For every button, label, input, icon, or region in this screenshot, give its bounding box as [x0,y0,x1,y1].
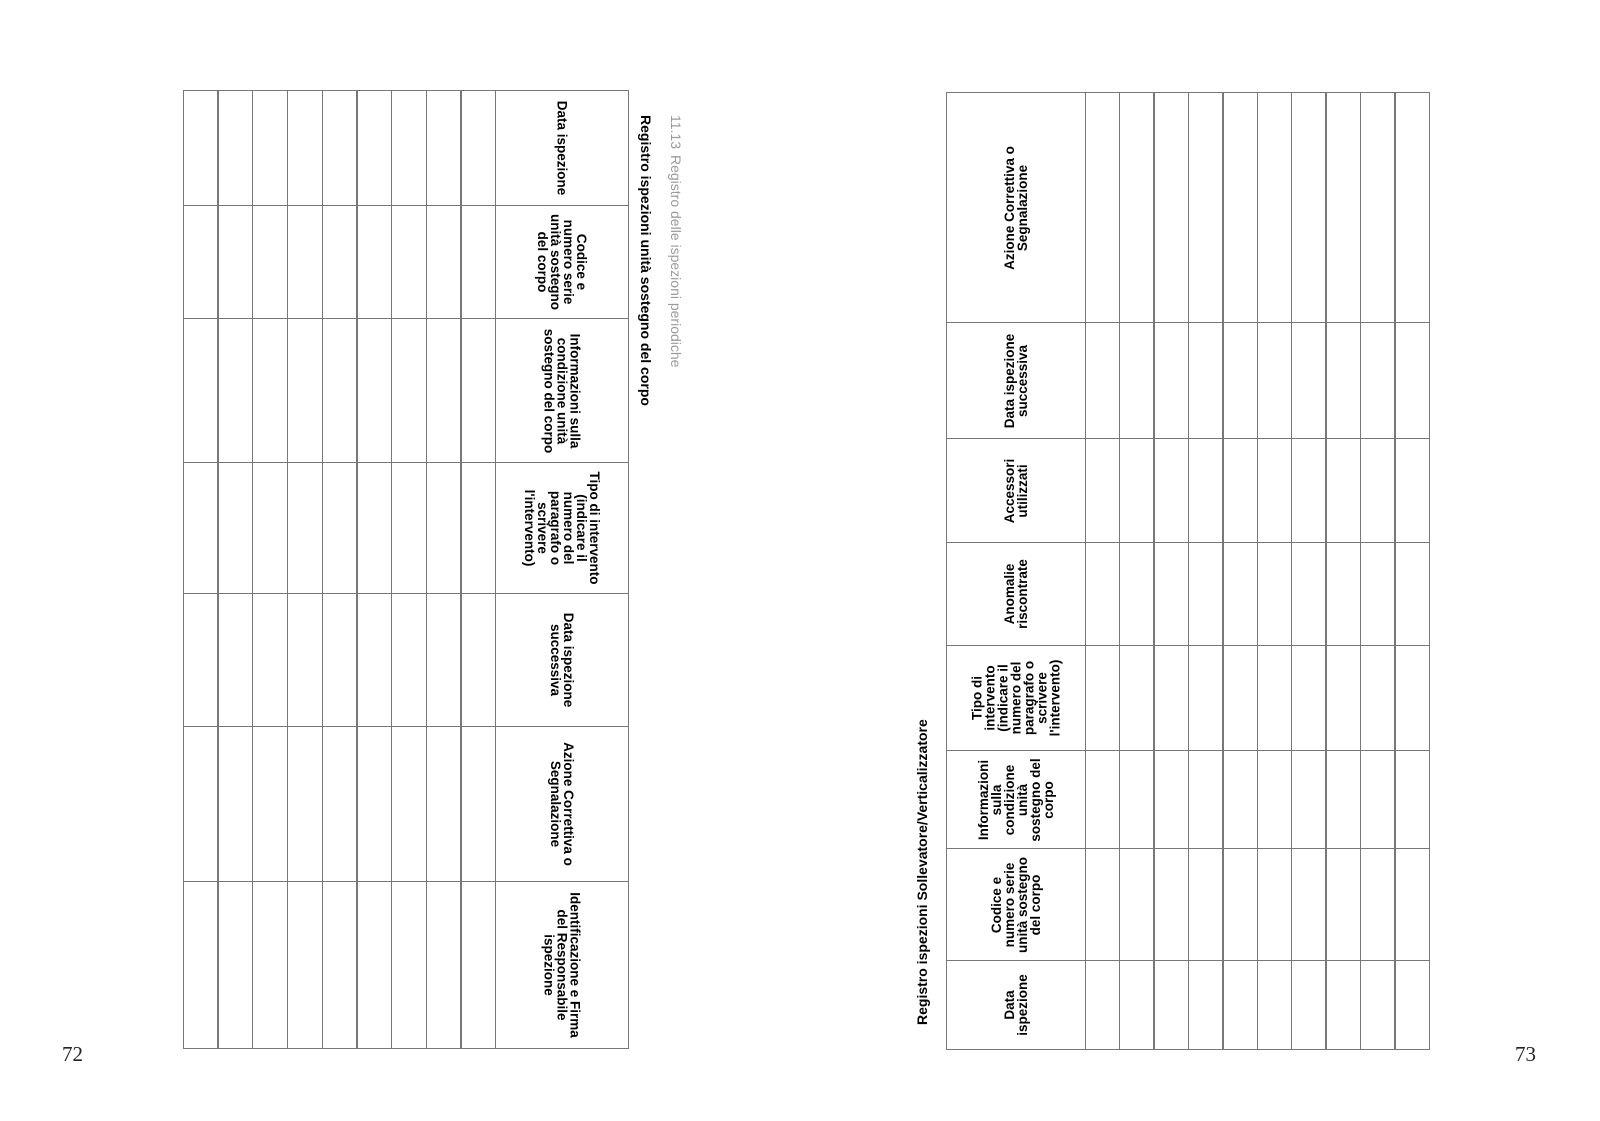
right-table-empty-cell[interactable] [1257,542,1292,646]
right-table-header-label: Accessori utilizzati [1002,458,1030,523]
right-table-empty-cell[interactable] [1395,848,1430,961]
right-table-empty-cell[interactable] [1257,322,1292,439]
left-table-header-label: Informazioni sulla condizione unità sostegno del corpo [541,328,583,453]
right-table-empty-cell[interactable] [1395,542,1430,646]
left-table-empty-cell[interactable] [391,593,427,727]
left-table-header-cell [495,593,629,727]
left-table-empty-cell[interactable] [356,90,392,206]
page-number-left: 72 [62,1042,83,1066]
left-table-empty-cell[interactable] [217,881,253,1049]
left-table-header-label: Identificazione e Firma del Responsabile ispezione [541,892,583,1038]
right-table-empty-cell[interactable] [1257,438,1292,543]
left-table-empty-cell[interactable] [460,90,496,206]
right-table-empty-cell[interactable] [1257,92,1292,323]
right-table-header-cell [946,322,1086,439]
left-table-empty-cell[interactable] [183,593,219,727]
right-table-empty-cell[interactable] [1085,438,1120,543]
left-table-header-label: Data ispezione [554,100,570,196]
right-table-empty-cell[interactable] [1085,848,1120,961]
right-table-header-cell [946,750,1086,849]
left-table-empty-cell[interactable] [217,726,253,882]
right-table-empty-cell[interactable] [1395,750,1430,849]
right-table-empty-cell[interactable] [1326,438,1361,543]
left-table-empty-cell[interactable] [391,90,427,206]
right-table-empty-cell[interactable] [1291,750,1326,849]
left-table-empty-cell[interactable] [356,205,392,319]
left-table-header-label: Tipo di intervento (indicare il numero del paragrafo o scrivere l'intervento) [522,471,602,585]
right-table-empty-cell[interactable] [1360,750,1395,849]
right-table-empty-cell[interactable] [1154,960,1189,1050]
left-table-header-label: Azione Correttiva o Segnalazione [548,742,576,866]
left-table-empty-cell[interactable] [217,593,253,727]
right-table-empty-cell[interactable] [1119,645,1154,751]
right-table-empty-cell[interactable] [1154,750,1189,849]
right-table-empty-cell[interactable] [1326,542,1361,646]
left-table-empty-cell[interactable] [183,881,219,1049]
left-table-empty-cell[interactable] [391,205,427,319]
right-table-empty-cell[interactable] [1085,750,1120,849]
left-table-empty-cell[interactable] [426,881,462,1049]
left-page-heading [631,115,687,435]
left-table-empty-cell[interactable] [322,318,358,463]
right-table-empty-cell[interactable] [1360,542,1395,646]
right-table-empty-cell[interactable] [1188,848,1223,961]
right-table-empty-cell[interactable] [1291,322,1326,439]
right-table-empty-cell[interactable] [1085,960,1120,1050]
right-table-empty-cell[interactable] [1119,92,1154,323]
left-table-empty-cell[interactable] [322,726,358,882]
right-table-empty-cell[interactable] [1360,960,1395,1050]
left-table-empty-cell[interactable] [322,881,358,1049]
left-table-empty-cell[interactable] [426,318,462,463]
left-table-empty-cell[interactable] [426,462,462,594]
right-table-empty-cell[interactable] [1395,92,1430,323]
left-table-empty-cell[interactable] [322,205,358,319]
left-table-empty-cell[interactable] [183,318,219,463]
left-table-empty-cell[interactable] [287,593,323,727]
left-table-empty-cell[interactable] [460,881,496,1049]
right-table-empty-cell[interactable] [1154,92,1189,323]
left-table-empty-cell[interactable] [287,881,323,1049]
left-table-header-cell [495,726,629,882]
left-table-empty-cell[interactable] [322,593,358,727]
left-table-empty-cell[interactable] [460,462,496,594]
right-table-empty-cell[interactable] [1223,92,1258,323]
left-table-empty-cell[interactable] [391,881,427,1049]
right-table-empty-cell[interactable] [1326,960,1361,1050]
left-table-empty-cell[interactable] [460,318,496,463]
left-page-heading-rotated [633,115,687,435]
left-table-empty-cell[interactable] [287,318,323,463]
right-table-empty-cell[interactable] [1119,542,1154,646]
left-table-empty-cell[interactable] [356,726,392,882]
right-table-empty-cell[interactable] [1154,322,1189,439]
page-number-right: 73 [1515,1042,1536,1066]
right-table-empty-cell[interactable] [1119,750,1154,849]
left-table-empty-cell[interactable] [356,318,392,463]
right-table-header-cell [946,848,1086,961]
left-table-empty-cell[interactable] [391,726,427,882]
left-table-empty-cell[interactable] [460,205,496,319]
right-table-empty-cell[interactable] [1188,322,1223,439]
right-table-empty-cell[interactable] [1223,438,1258,543]
right-table-empty-cell[interactable] [1291,438,1326,543]
right-table-empty-cell[interactable] [1395,645,1430,751]
right-table-empty-cell[interactable] [1291,960,1326,1050]
right-table-empty-cell[interactable] [1223,960,1258,1050]
right-table-empty-cell[interactable] [1360,322,1395,439]
left-table-empty-cell[interactable] [183,726,219,882]
left-table-empty-cell[interactable] [183,205,219,319]
right-table-header-cell [946,542,1086,646]
left-table-empty-cell[interactable] [426,90,462,206]
left-register-title: Registro ispezioni unità sostegno del corpo [638,115,654,406]
right-table-empty-cell[interactable] [1257,960,1292,1050]
right-table-empty-cell[interactable] [1154,645,1189,751]
right-inspection-table [946,92,1430,1049]
right-table-empty-cell[interactable] [1326,750,1361,849]
left-table-empty-cell[interactable] [460,593,496,727]
left-table-empty-cell[interactable] [287,205,323,319]
right-table-header-label: Data ispezione [1002,974,1030,1036]
right-table-empty-cell[interactable] [1360,645,1395,751]
right-table-header-label: Codice e numero serie unità sostegno del corpo [989,856,1043,953]
right-table-header-label: Tipo di intervento (indicare il numero del paragrafo o scrivere l'intervento) [969,659,1063,737]
left-table-empty-cell[interactable] [183,90,219,206]
left-table-empty-cell[interactable] [287,90,323,206]
right-table-header-label: Data ispezione successiva [1002,333,1030,428]
left-table-empty-cell[interactable] [426,726,462,882]
left-table-empty-cell[interactable] [217,462,253,594]
right-table-empty-cell[interactable] [1257,645,1292,751]
right-table-empty-cell[interactable] [1326,645,1361,751]
left-table-empty-cell[interactable] [252,593,288,727]
right-table-empty-cell[interactable] [1291,92,1326,323]
left-table-empty-cell[interactable] [252,90,288,206]
right-table-empty-cell[interactable] [1223,542,1258,646]
left-table-empty-cell[interactable] [252,318,288,463]
right-table-header-label: Azione Correttiva o Segnalazione [1002,145,1030,270]
left-table-empty-cell[interactable] [322,90,358,206]
right-table-empty-cell[interactable] [1291,542,1326,646]
right-table-empty-cell[interactable] [1360,92,1395,323]
left-table-empty-cell[interactable] [460,726,496,882]
right-table-empty-cell[interactable] [1395,438,1430,543]
right-table-empty-cell[interactable] [1223,645,1258,751]
right-table-empty-cell[interactable] [1119,438,1154,543]
right-table-empty-cell[interactable] [1154,438,1189,543]
right-table-empty-cell[interactable] [1326,848,1361,961]
right-table-header-label: Anomalie riscontrate [1002,559,1030,629]
right-table-empty-cell[interactable] [1326,92,1361,323]
right-table-empty-cell[interactable] [1154,542,1189,646]
left-table-empty-cell[interactable] [356,881,392,1049]
left-table-header-cell [495,881,629,1049]
left-table-header-cell [495,462,629,594]
right-table-empty-cell[interactable] [1119,960,1154,1050]
left-table-empty-cell[interactable] [252,462,288,594]
left-table-empty-cell[interactable] [356,593,392,727]
left-table-header-cell [495,318,629,463]
right-table-empty-cell[interactable] [1395,322,1430,439]
right-table-empty-cell[interactable] [1395,960,1430,1050]
left-table-header-label: Codice e numero serie unità sostegno del corpo [535,213,589,310]
left-table-empty-cell[interactable] [322,462,358,594]
right-table-empty-cell[interactable] [1085,92,1120,323]
left-table-header-label: Data ispezione successiva [548,612,576,708]
right-table-header-cell [946,960,1086,1050]
right-table-empty-cell[interactable] [1291,848,1326,961]
right-table-empty-cell[interactable] [1085,542,1120,646]
right-table-empty-cell[interactable] [1085,645,1120,751]
section-title: Registro delle ispezioni periodiche [668,155,684,368]
left-table-empty-cell[interactable] [217,205,253,319]
right-table-header-label: Informazioni sulla condizione unità sostegno del corpo [976,757,1056,842]
left-table-empty-cell[interactable] [287,726,323,882]
right-table-empty-cell[interactable] [1188,750,1223,849]
right-table-empty-cell[interactable] [1326,322,1361,439]
right-table-empty-cell[interactable] [1360,438,1395,543]
left-table-empty-cell[interactable] [252,726,288,882]
left-table-empty-cell[interactable] [426,593,462,727]
right-table-empty-cell[interactable] [1188,960,1223,1050]
left-table-empty-cell[interactable] [287,462,323,594]
right-table-empty-cell[interactable] [1223,848,1258,961]
section-number: 11.13 [668,115,684,149]
right-table-header-cell [946,645,1086,751]
left-table-empty-cell[interactable] [252,205,288,319]
left-table-empty-cell[interactable] [356,462,392,594]
right-table-header-cell [946,438,1086,543]
left-table-header-cell [495,205,629,319]
left-table-empty-cell[interactable] [426,205,462,319]
left-table-empty-cell[interactable] [391,462,427,594]
right-table-empty-cell[interactable] [1257,848,1292,961]
left-table-empty-cell[interactable] [183,462,219,594]
left-table-empty-cell[interactable] [391,318,427,463]
right-table-empty-cell[interactable] [1119,848,1154,961]
left-table-empty-cell[interactable] [217,318,253,463]
right-table-empty-cell[interactable] [1223,322,1258,439]
right-table-empty-cell[interactable] [1291,645,1326,751]
right-table-empty-cell[interactable] [1188,542,1223,646]
left-table-empty-cell[interactable] [252,881,288,1049]
right-table-empty-cell[interactable] [1188,645,1223,751]
right-table-empty-cell[interactable] [1154,848,1189,961]
right-table-empty-cell[interactable] [1085,322,1120,439]
right-table-empty-cell[interactable] [1360,848,1395,961]
right-register-title: Registro ispezioni Sollevatore/Verticalizzatore [914,719,930,1025]
right-table-empty-cell[interactable] [1257,750,1292,849]
left-inspection-table [182,90,629,1048]
right-table-header-cell [946,92,1086,323]
right-table-empty-cell[interactable] [1223,750,1258,849]
right-table-empty-cell[interactable] [1119,322,1154,439]
right-table-empty-cell[interactable] [1188,438,1223,543]
left-table-empty-cell[interactable] [217,90,253,206]
section-heading [665,115,687,435]
right-table-empty-cell[interactable] [1188,92,1223,323]
left-table-header-cell [495,90,629,206]
